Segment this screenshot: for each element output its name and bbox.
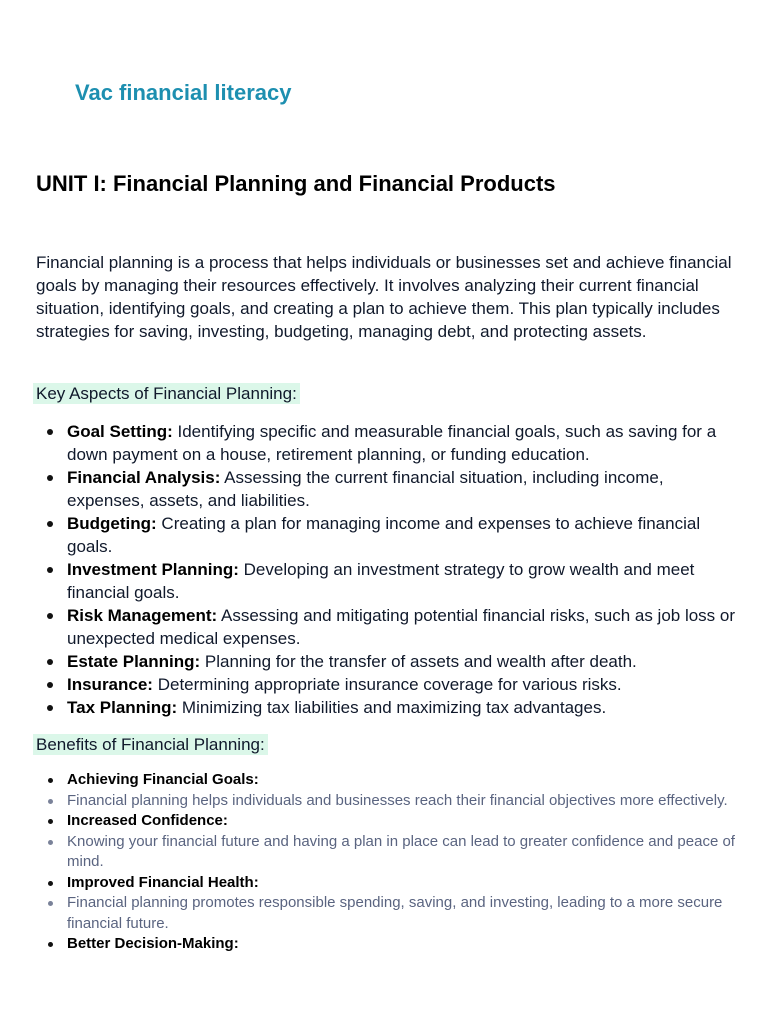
key-aspects-heading: Key Aspects of Financial Planning: [33, 383, 300, 404]
bullet-icon [47, 659, 53, 665]
aspect-term: Tax Planning: [67, 698, 178, 717]
bullet-icon [48, 840, 53, 845]
benefit-description-text: Financial planning helps individuals and businesses reach their financial objectives more effectively. [67, 791, 728, 809]
benefit-description-text: Financial planning promotes responsible spending, saving, and investing, leading to a more secure financial future. [67, 894, 723, 932]
benefit-title-text: Increased Confidence: [67, 812, 228, 829]
bullet-icon [47, 521, 53, 527]
list-item [36, 650, 736, 673]
benefit-title-text: Better Decision-Making: [67, 935, 239, 952]
benefit-title [36, 873, 736, 894]
intro-paragraph: Financial planning is a process that helps individuals or businesses set and achieve financial goals by managing their resources effectively. It involves analyzing their current financial situation, identifying goals, and creating a plan to achieve them. This plan typically includes strategies for saving, investing, budgeting, managing debt, and protecting assets. [36, 253, 732, 341]
bullet-icon [48, 901, 53, 906]
list-item [36, 420, 736, 466]
aspect-text: Assessing the current financial situation, including income, expenses, assets, and liabilities. [67, 468, 664, 510]
bullet-icon [47, 567, 53, 573]
benefit-description-text: Knowing your financial future and having a plan in place can lead to greater confidence and peace of mind. [67, 832, 735, 870]
benefit-title-text: Achieving Financial Goals: [67, 771, 259, 788]
benefit-description [36, 893, 736, 934]
list-item [36, 696, 736, 719]
key-aspects-list [36, 420, 736, 719]
aspect-text: Minimizing tax liabilities and maximizing tax advantages. [177, 698, 607, 717]
benefits-list [36, 770, 736, 955]
bullet-icon [47, 475, 53, 481]
aspect-text: Identifying specific and measurable financial goals, such as saving for a down payment on a house, retirement planning, or funding education. [67, 422, 717, 464]
list-item [36, 512, 736, 558]
bullet-icon [47, 682, 53, 688]
list-item [36, 558, 736, 604]
aspect-text: Developing an investment strategy to grow wealth and meet financial goals. [67, 560, 695, 602]
bullet-icon [48, 799, 53, 804]
aspect-term: Goal Setting: [67, 422, 173, 441]
aspect-text: Determining appropriate insurance coverage for various risks. [152, 675, 622, 694]
aspect-term: Risk Management: [67, 606, 218, 625]
benefit-title-text: Improved Financial Health: [67, 873, 259, 891]
aspect-term: Insurance: [67, 675, 153, 694]
unit-heading: UNIT I: Financial Planning and Financial Products [36, 171, 556, 196]
aspect-text: Assessing and mitigating potential financial risks, such as job loss or unexpected medical expenses. [67, 606, 736, 648]
benefit-title [36, 934, 736, 955]
benefit-description [36, 791, 736, 812]
benefit-description [36, 832, 736, 873]
benefit-title [36, 811, 736, 832]
bullet-icon [47, 613, 53, 619]
aspect-text: Planning for the transfer of assets and wealth after death. [200, 652, 637, 671]
bullet-icon [48, 819, 53, 824]
list-item [36, 604, 736, 650]
aspect-term: Financial Analysis: [67, 468, 221, 487]
benefit-title [36, 770, 736, 791]
bullet-icon [48, 778, 53, 783]
document-title: Vac financial literacy [75, 80, 292, 105]
benefits-heading: Benefits of Financial Planning: [33, 734, 268, 755]
aspect-term: Budgeting: [67, 514, 157, 533]
aspect-term: Investment Planning: [67, 560, 239, 579]
list-item [36, 466, 736, 512]
bullet-icon [47, 705, 53, 711]
bullet-icon [48, 881, 53, 886]
list-item [36, 673, 736, 696]
bullet-icon [47, 429, 53, 435]
aspect-text: Creating a plan for managing income and expenses to achieve financial goals. [67, 514, 701, 556]
bullet-icon [48, 942, 53, 947]
aspect-term: Estate Planning: [67, 652, 201, 671]
